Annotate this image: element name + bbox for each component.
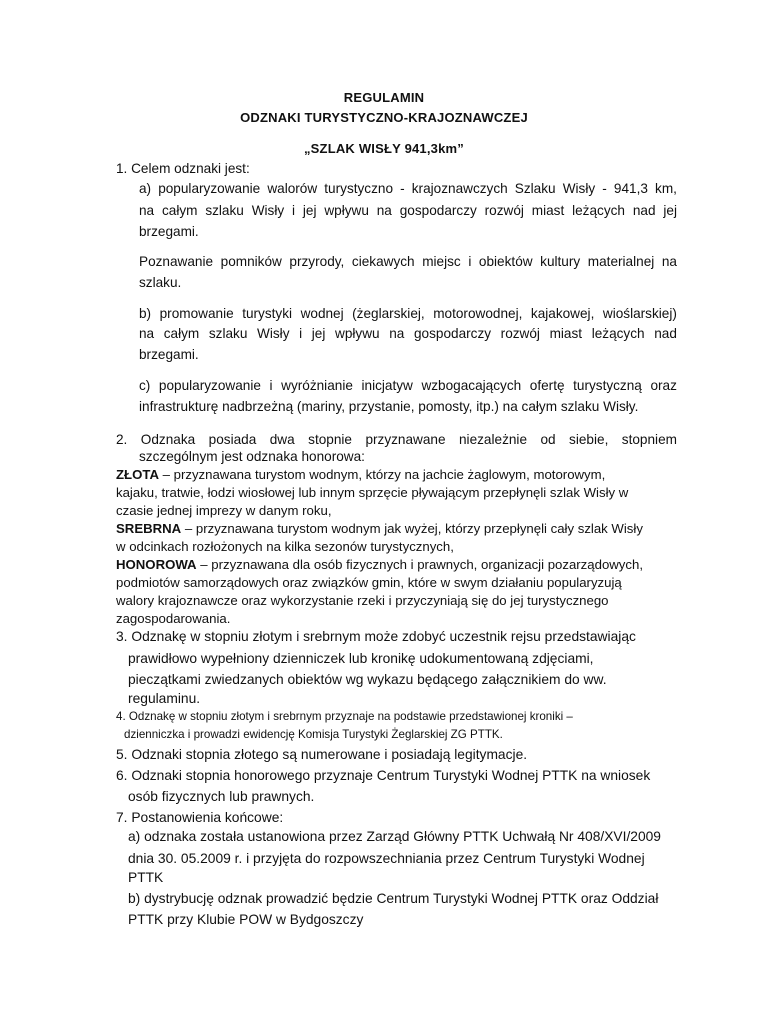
word: a) xyxy=(139,181,152,196)
word: stopniem xyxy=(621,432,677,447)
doc-title: REGULAMIN xyxy=(343,90,425,105)
word: miast xyxy=(531,203,565,218)
word: całym xyxy=(161,203,198,218)
s7-b-line-1: b) dystrybucję odznak prowadzić będzie Centrum Turystyki Wodnej PTTK oraz Oddział xyxy=(128,891,659,906)
word: turystyczno xyxy=(324,181,394,196)
word: popularyzowanie xyxy=(158,181,261,196)
s1-a-line-1 xyxy=(139,180,677,198)
word: 2. xyxy=(116,432,128,447)
word: wzbogacających xyxy=(421,378,522,393)
s2-line-2: szczególnym jest odznaka honorowa: xyxy=(139,449,365,464)
s2-honorowa-line-1 xyxy=(116,556,643,574)
s7-title: 7. Postanowienia końcowe: xyxy=(116,810,284,825)
s7-a-line-1: a) odznaka została ustanowiona przez Zarząd Główny PTTK Uchwałą Nr 408/XVI/2009 xyxy=(128,829,661,844)
s2-line-1 xyxy=(116,431,677,449)
s1-c-line-2: infrastrukturę nadbrzeżną (mariny, przystanie, pomosty, itp.) na całym szlaku Wisły. xyxy=(139,399,639,414)
word: 941,3 xyxy=(613,181,648,196)
word: ofertę xyxy=(529,378,565,393)
s2-zlota-line-1 xyxy=(116,466,605,484)
s2-srebrna-line-2: w odcinkach rozłożonych na kilka sezonów turystycznych, xyxy=(116,539,454,554)
word: nad xyxy=(632,203,656,218)
s6-line-1: 6. Odznaki stopnia honorowego przyznaje Centrum Turystyki Wodnej PTTK na wniosek xyxy=(116,768,651,783)
honorowa-text: – przyznawana dla osób fizycznych i prawnych, organizacji pozarządowych, xyxy=(196,557,643,572)
word: dwa xyxy=(269,432,295,447)
s4-line-1: 4. Odznakę w stopniu złotym i srebrnym przyznaje na podstawie przedstawionej kroniki – xyxy=(116,710,573,723)
word: szlaku xyxy=(208,326,248,341)
word: ciekawych xyxy=(351,254,415,269)
s1-a-line-3: brzegami. xyxy=(139,224,199,239)
s2-honorowa-line-2: podmiotów samorządowych oraz związków gmin, które w swym działaniu popularyzują xyxy=(116,575,622,590)
word: wpływu xyxy=(324,203,369,218)
word: (żeglarskiej, xyxy=(352,306,425,321)
word: leżących xyxy=(591,326,645,341)
word: na xyxy=(389,326,405,341)
s6-line-2: osób fizycznych lub prawnych. xyxy=(128,789,315,804)
word: miast xyxy=(549,326,583,341)
s4-line-2: dzienniczka i prowadzi ewidencję Komisja Turystyki Żeglarskiej ZG PTTK. xyxy=(124,728,503,741)
s1-p-line-1 xyxy=(139,253,677,271)
section-1-title: 1. Celem odznaki jest: xyxy=(116,161,250,176)
s3-line-3: pieczątkami zwiedzanych obiektów wg wykazu będącego załącznikiem do ww. xyxy=(128,672,607,687)
s2-zlota-line-3: czasie jednej imprezy w danym roku, xyxy=(116,503,332,518)
s7-a-line-2: dnia 30. 05.2009 r. i przyjęta do rozpowszechniania przez Centrum Turystyki Wodnej xyxy=(128,851,645,866)
word: szlaku xyxy=(205,203,244,218)
s3-line-2: prawidłowo wypełniony dzienniczek lub kronikę udokumentowaną zdjęciami, xyxy=(128,651,594,666)
word: gospodarczy xyxy=(413,326,492,341)
s5-line-1: 5. Odznaki stopnia złotego są numerowane i posiadają legitymacje. xyxy=(116,747,528,762)
word: na xyxy=(139,203,155,218)
word: - xyxy=(602,181,607,196)
word: niezależnie xyxy=(459,432,528,447)
s3-line-4: regulaminu. xyxy=(128,691,201,706)
s1-p-line-2: szlaku. xyxy=(139,275,182,290)
word: inicjatyw xyxy=(361,378,413,393)
word: c) xyxy=(139,378,151,393)
word: promowanie xyxy=(159,306,234,321)
s3-line-1: 3. Odznakę w stopniu złotym i srebrnym może zdobyć uczestnik rejsu przedstawiając xyxy=(116,629,636,644)
s1-a-line-2 xyxy=(139,202,677,220)
s2-honorowa-line-4: zagospodarowania. xyxy=(116,611,231,626)
word: rozwój xyxy=(484,203,524,218)
s2-honorowa-line-3: walory krajoznawcze oraz wykorzystanie rzeki i przyczyniają się do jej turystycznego xyxy=(116,593,609,608)
word: nad xyxy=(654,326,677,341)
word: Wisły xyxy=(562,181,596,196)
word: popularyzowanie xyxy=(158,378,261,393)
word: krajoznawczych xyxy=(411,181,508,196)
word: km, xyxy=(655,181,677,196)
s2-srebrna-line-1 xyxy=(116,520,643,538)
s1-b-line-1 xyxy=(139,305,677,323)
word: wodnej xyxy=(300,306,344,321)
word: Wisły xyxy=(251,203,285,218)
word: pomników xyxy=(220,254,282,269)
word: jej xyxy=(663,203,677,218)
honorowa-label: HONOROWA xyxy=(116,557,197,572)
word: jej xyxy=(311,326,326,341)
word: i xyxy=(468,254,472,269)
word: kultury xyxy=(540,254,581,269)
word: rozwój xyxy=(500,326,540,341)
word: obiektów xyxy=(478,254,533,269)
srebrna-text: – przyznawana turystom wodnym jak wyżej, którzy przepłynęli cały szlak Wisły xyxy=(181,521,643,536)
word: kajakowej, xyxy=(530,306,595,321)
word: siebie, xyxy=(569,432,609,447)
zlota-text: – przyznawana turystom wodnym, którzy na jachcie żaglowym, motorowym, xyxy=(158,467,606,482)
s2-zlota-line-2: kajaku, tratwie, łodzi wiosłowej lub innym sprzęcie pływającym przepłynęli szlak Wisły w xyxy=(116,485,629,500)
s7-b-line-2: PTTK przy Klubie POW w Bydgoszczy xyxy=(128,912,364,927)
s7-a-line-3: PTTK xyxy=(128,870,164,885)
word: na xyxy=(376,203,392,218)
word: Wisły xyxy=(257,326,290,341)
word: na xyxy=(661,254,677,269)
word: na xyxy=(139,326,155,341)
word: materialnej xyxy=(587,254,655,269)
s1-b-line-2 xyxy=(139,325,677,343)
word: wioślarskiej) xyxy=(602,306,677,321)
word: b) xyxy=(139,306,152,321)
word: stopnie xyxy=(308,432,352,447)
word: Poznawanie xyxy=(139,254,214,269)
word: turystyki xyxy=(242,306,293,321)
word: i xyxy=(269,378,273,393)
word: przyznawane xyxy=(365,432,446,447)
word: walorów xyxy=(267,181,318,196)
word: leżących xyxy=(572,203,625,218)
zlota-label: ZŁOTA xyxy=(116,467,159,482)
word: wpływu xyxy=(335,326,380,341)
s1-b-line-3: brzegami. xyxy=(139,347,199,362)
word: posiada xyxy=(208,432,257,447)
word: wyróżnianie xyxy=(281,378,353,393)
word: i xyxy=(292,203,296,218)
word: turystyczną xyxy=(573,378,642,393)
word: i xyxy=(299,326,303,341)
word: przyrody, xyxy=(289,254,345,269)
word: od xyxy=(540,432,556,447)
word: oraz xyxy=(650,378,677,393)
word: całym xyxy=(163,326,200,341)
doc-badge-name: „SZLAK WISŁY 941,3km” xyxy=(303,141,464,156)
word: motorowodnej, xyxy=(433,306,523,321)
word: jej xyxy=(302,203,317,218)
word: Odznaka xyxy=(140,432,196,447)
word: gospodarczy xyxy=(399,203,477,218)
doc-subtitle: ODZNAKI TURYSTYCZNO-KRAJOZNAWCZEJ xyxy=(240,110,528,125)
srebrna-label: SREBRNA xyxy=(116,521,182,536)
word: - xyxy=(400,181,405,196)
s1-c-line-1 xyxy=(139,377,677,395)
word: miejsc xyxy=(422,254,461,269)
word: Szlaku xyxy=(514,181,556,196)
